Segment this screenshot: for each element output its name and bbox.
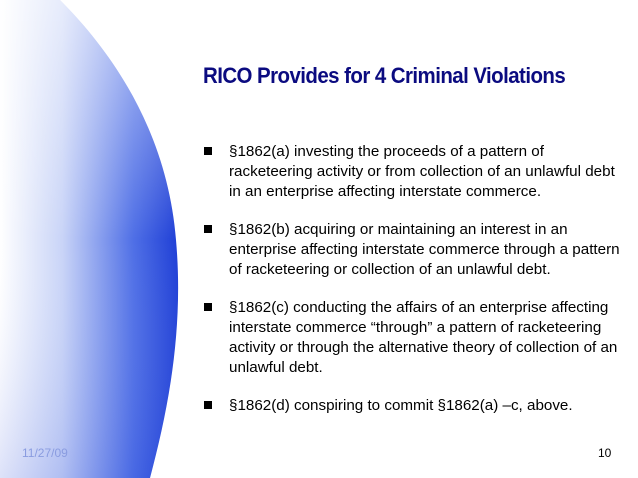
- slide-title: RICO Provides for 4 Criminal Violations: [203, 63, 566, 88]
- bullet-text: §1862(d) conspiring to commit §1862(a) –c, above.: [229, 397, 573, 414]
- bullet-item: [200, 396, 630, 416]
- bullet-item: [200, 220, 630, 280]
- square-bullet-icon: [204, 303, 212, 311]
- footer-date: 11/27/09: [22, 446, 68, 460]
- bullet-text: §1862(b) acquiring or maintaining an interest in an enterprise affecting interstate commerce through a pattern of racketeering or collection of an unlawful debt.: [229, 221, 620, 278]
- bullet-text: §1862(a) investing the proceeds of a pattern of racketeering activity or from collection of an unlawful debt in an enterprise affecting interstate commerce.: [229, 143, 615, 200]
- square-bullet-icon: [204, 147, 212, 155]
- square-bullet-icon: [204, 401, 212, 409]
- page-number: 10: [598, 446, 612, 460]
- square-bullet-icon: [204, 225, 212, 233]
- bullet-list: [200, 142, 630, 434]
- bullet-item: [200, 142, 630, 202]
- decorative-gradient-shape: [0, 0, 200, 478]
- bullet-item: [200, 298, 630, 378]
- bullet-text: §1862(c) conducting the affairs of an enterprise affecting interstate commerce “through” a pattern of racketeering activity or through the alternative theory of collection of an unlawful debt.: [229, 299, 618, 376]
